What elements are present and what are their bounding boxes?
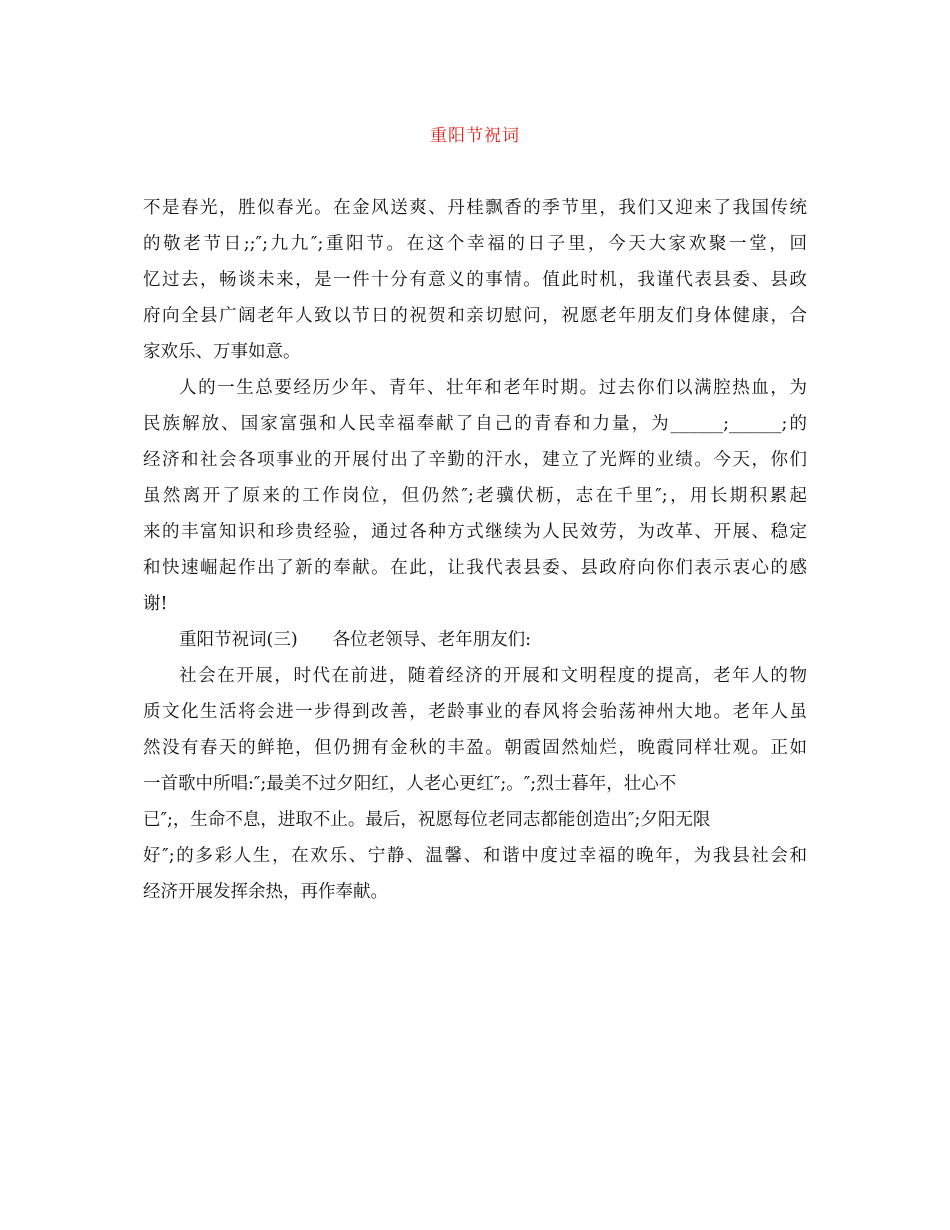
text-line: 虽然离开了原来的工作岗位，但仍然″;老骥伏枥，志在千里″;，用长期积累起 <box>143 486 807 506</box>
text-line: 人的一生总要经历少年、青年、壮年和老年时期。过去你们以满腔热血，为 <box>179 378 807 398</box>
text-line: 经济和社会各项事业的开展付出了辛勤的汗水，建立了光辉的业绩。今天，你们 <box>143 450 807 470</box>
text-line: 重阳节祝词(三) 各位老领导、老年朋友们: <box>179 630 532 650</box>
text-line: 经济开展发挥余热，再作奉献。 <box>143 882 388 902</box>
text-line: 谢! <box>143 594 168 614</box>
paragraph <box>143 658 807 910</box>
text-line: 一首歌中所唱:″;最美不过夕阳红，人老心更红″;。″;烈士暮年，壮心不 <box>143 774 677 794</box>
text-line: 然没有春天的鲜艳，但仍拥有金秋的丰盈。朝霞固然灿烂，晚霞同样壮观。正如 <box>143 738 807 758</box>
text-line: 和快速崛起作出了新的奉献。在此，让我代表县委、县政府向你们表示衷心的感 <box>143 558 807 578</box>
text-line: 来的丰富知识和珍贵经验，通过各种方式继续为人民效劳，为改革、开展、稳定 <box>143 522 807 542</box>
document-body <box>143 190 807 910</box>
text-line: 质文化生活将会进一步得到改善，老龄事业的春风将会骀荡神州大地。老年人虽 <box>143 702 807 722</box>
text-line: 不是春光，胜似春光。在金风送爽、丹桂飘香的季节里，我们又迎来了我国传统 <box>143 198 807 218</box>
text-line: 已″;，生命不息，进取不止。最后，祝愿每位老同志都能创造出″;夕阳无限 <box>143 810 711 830</box>
text-line: 民族解放、国家富强和人民幸福奉献了自己的青春和力量，为______;______;的 <box>143 414 807 434</box>
text-line: 社会在开展，时代在前进，随着经济的开展和文明程度的提高，老年人的物 <box>179 666 807 686</box>
document-title: 重阳节祝词 <box>430 126 520 146</box>
paragraph <box>143 370 807 622</box>
text-line: 忆过去，畅谈未来，是一件十分有意义的事情。值此时机，我谨代表县委、县政 <box>143 270 807 290</box>
text-line: 好″;的多彩人生，在欢乐、宁静、温馨、和谐中度过幸福的晚年，为我县社会和 <box>143 846 807 866</box>
text-line: 家欢乐、万事如意。 <box>143 342 301 362</box>
paragraph <box>143 190 807 370</box>
text-line: 府向全县广阔老年人致以节日的祝贺和亲切慰问，祝愿老年朋友们身体健康，合 <box>143 306 807 326</box>
text-line: 的敬老节日;;″;九九″;重阳节。在这个幸福的日子里，今天大家欢聚一堂，回 <box>143 234 807 254</box>
paragraph <box>143 622 807 658</box>
